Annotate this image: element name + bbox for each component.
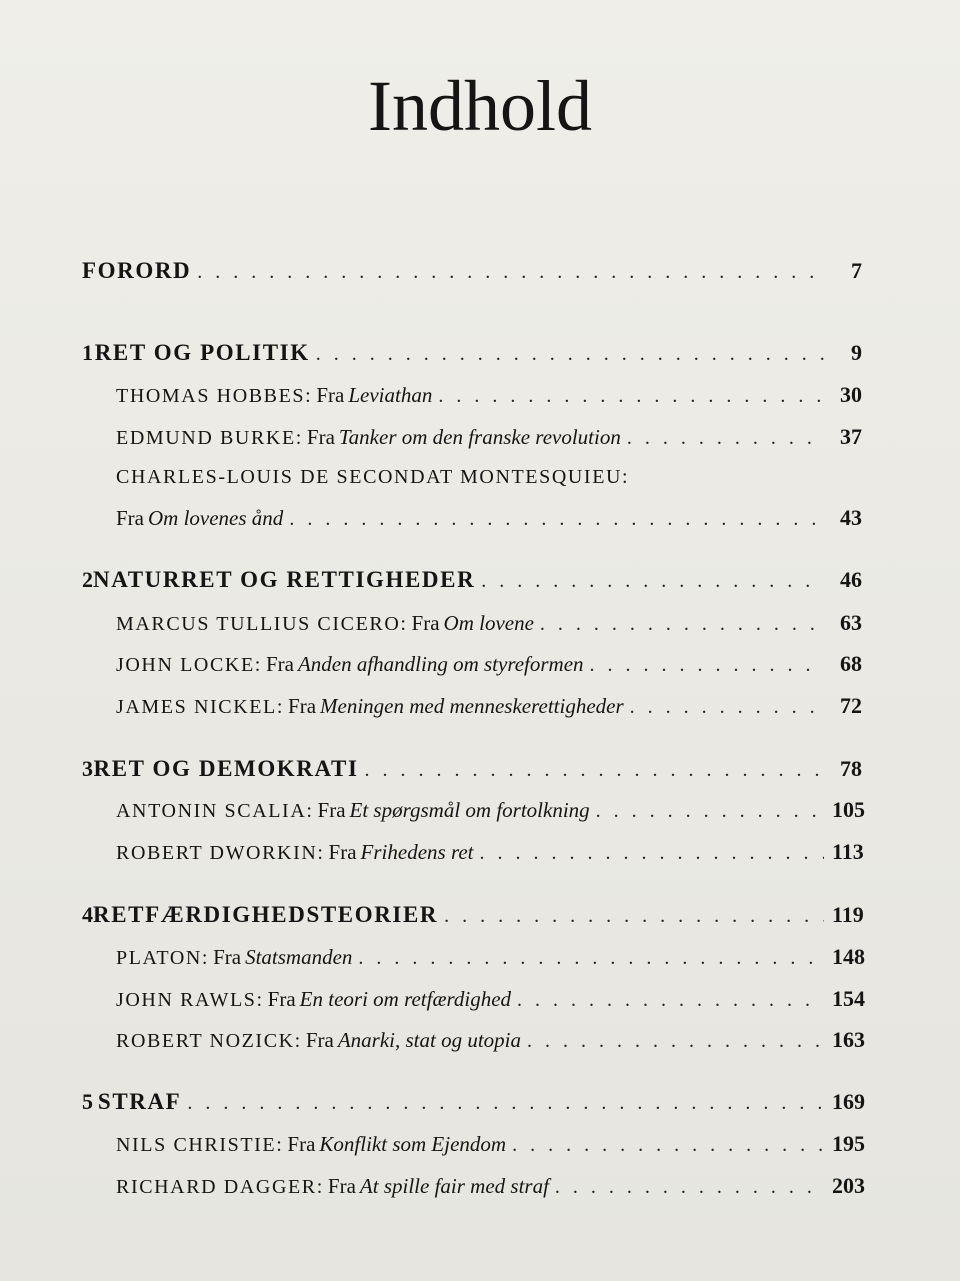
entry-author: THOMAS HOBBES: bbox=[116, 385, 313, 407]
entry-fra: Fra bbox=[267, 987, 296, 1011]
dot-leader bbox=[480, 842, 825, 868]
toc-entry bbox=[116, 505, 862, 539]
entry-author: JOHN RAWLS: bbox=[116, 989, 264, 1011]
dot-leader bbox=[438, 385, 824, 411]
toc-entry bbox=[116, 1173, 865, 1207]
entry-author: ROBERT NOZICK: bbox=[116, 1030, 302, 1052]
entry-work: Frihedens ret bbox=[360, 840, 474, 864]
page-number: 78 bbox=[840, 756, 862, 781]
entry-author: CHARLES-LOUIS DE SECONDAT MONTESQUIEU: bbox=[116, 466, 630, 488]
entry-work: Anarki, stat og utopia bbox=[337, 1028, 522, 1052]
dot-leader bbox=[197, 261, 824, 287]
chapter-label: FORORD bbox=[82, 258, 192, 283]
entry-author: JOHN LOCKE: bbox=[116, 654, 262, 676]
entry-author: RICHARD DAGGER: bbox=[116, 1176, 324, 1198]
dot-leader bbox=[481, 570, 824, 596]
page-number: 113 bbox=[832, 839, 864, 864]
chapter-number: 1 bbox=[82, 340, 93, 365]
dot-leader bbox=[444, 905, 824, 931]
entry-author: ROBERT DWORKIN: bbox=[116, 842, 325, 864]
chapter-number: 5 bbox=[82, 1089, 93, 1114]
toc-entry bbox=[116, 1131, 865, 1165]
entry-fra: Fra bbox=[213, 945, 242, 969]
toc-entry bbox=[116, 610, 862, 644]
toc-chapter bbox=[82, 756, 862, 790]
page-number: 63 bbox=[840, 610, 862, 635]
dot-leader bbox=[316, 343, 824, 369]
entry-author: JAMES NICKEL: bbox=[116, 696, 285, 718]
entry-fra: Fra bbox=[116, 506, 144, 530]
entry-fra: Fra bbox=[265, 652, 294, 676]
entry-work: Tanker om den franske revolution bbox=[338, 425, 621, 449]
entry-author: EDMUND BURKE: bbox=[116, 427, 303, 449]
entry-work: Leviathan bbox=[348, 383, 433, 407]
toc-chapter bbox=[82, 567, 862, 601]
chapter-label: RETFÆRDIGHEDSTEORIER bbox=[93, 902, 439, 927]
dot-leader bbox=[527, 1030, 824, 1056]
entry-work: Anden afhandling om styreformen bbox=[297, 652, 584, 676]
dot-leader bbox=[365, 759, 825, 785]
toc-entry bbox=[116, 651, 862, 685]
entry-fra: Fra bbox=[287, 1132, 316, 1156]
entry-fra: Fra bbox=[411, 611, 440, 635]
entry-work: Om lovene bbox=[443, 611, 534, 635]
toc-chapter bbox=[82, 902, 862, 936]
entry-work: Meningen med menneskerettigheder bbox=[320, 694, 624, 718]
toc-entry bbox=[116, 424, 862, 458]
dot-leader bbox=[358, 947, 824, 973]
toc-entry bbox=[116, 382, 862, 416]
page-number: 37 bbox=[840, 424, 862, 449]
chapter-label: NATURRET OG RETTIGHEDER bbox=[93, 567, 476, 592]
toc-chapter bbox=[82, 258, 862, 292]
page-number: 30 bbox=[840, 382, 862, 407]
toc-entry bbox=[116, 797, 865, 831]
dot-leader bbox=[289, 508, 824, 534]
dot-leader bbox=[590, 654, 824, 680]
entry-fra: Fra bbox=[316, 383, 345, 407]
page-number: 72 bbox=[840, 693, 862, 718]
entry-work: Et spørgsmål om fortolkning bbox=[349, 798, 590, 822]
entry-author: PLATON: bbox=[116, 947, 210, 969]
entry-work: At spille fair med straf bbox=[359, 1174, 549, 1198]
entry-author: MARCUS TULLIUS CICERO: bbox=[116, 613, 408, 635]
entry-work: Om lovenes ånd bbox=[148, 506, 284, 530]
page-number: 68 bbox=[840, 651, 862, 676]
entry-work: Konflikt som Ejendom bbox=[319, 1132, 507, 1156]
page-number: 105 bbox=[832, 797, 865, 822]
dot-leader bbox=[627, 427, 824, 453]
entry-fra: Fra bbox=[306, 425, 335, 449]
entry-fra: Fra bbox=[305, 1028, 334, 1052]
toc-entry bbox=[116, 839, 862, 873]
page-number: 195 bbox=[832, 1131, 865, 1156]
page-number: 148 bbox=[832, 944, 865, 969]
dot-leader bbox=[517, 989, 824, 1015]
entry-work: Statsmanden bbox=[245, 945, 353, 969]
entry-fra: Fra bbox=[327, 1174, 356, 1198]
chapter-number: 2 bbox=[82, 567, 93, 592]
entry-author: ANTONIN SCALIA: bbox=[116, 800, 314, 822]
chapter-label: RET OG POLITIK bbox=[94, 340, 310, 365]
toc-entry bbox=[116, 1027, 865, 1061]
entry-fra: Fra bbox=[288, 694, 317, 718]
dot-leader bbox=[187, 1092, 824, 1118]
dot-leader bbox=[596, 800, 824, 826]
entry-work: En teori om retfærdighed bbox=[299, 987, 512, 1011]
page-number: 163 bbox=[832, 1027, 865, 1052]
page-number: 9 bbox=[851, 340, 862, 365]
page-number: 46 bbox=[840, 567, 862, 592]
dot-leader bbox=[512, 1134, 824, 1160]
page-number: 119 bbox=[832, 902, 864, 927]
toc-chapter bbox=[82, 340, 862, 374]
page-number: 154 bbox=[832, 986, 865, 1011]
page-title: Indhold bbox=[368, 66, 592, 147]
dot-leader bbox=[555, 1176, 824, 1202]
chapter-label: RET OG DEMOKRATI bbox=[93, 756, 359, 781]
entry-fra: Fra bbox=[317, 798, 346, 822]
toc-entry bbox=[116, 986, 865, 1020]
chapter-label: STRAF bbox=[97, 1089, 182, 1114]
toc-entry-heading bbox=[116, 466, 862, 500]
dot-leader bbox=[540, 613, 824, 639]
entry-fra: Fra bbox=[328, 840, 357, 864]
page-number: 43 bbox=[840, 505, 862, 530]
chapter-number: 3 bbox=[82, 756, 93, 781]
page-number: 203 bbox=[832, 1173, 865, 1198]
chapter-number: 4 bbox=[82, 902, 93, 927]
toc-entry bbox=[116, 693, 862, 727]
toc-entry bbox=[116, 944, 865, 978]
page-number: 169 bbox=[832, 1089, 865, 1114]
dot-leader bbox=[630, 696, 824, 722]
entry-author: NILS CHRISTIE: bbox=[116, 1134, 284, 1156]
toc-chapter bbox=[82, 1089, 865, 1123]
page-number: 7 bbox=[851, 258, 862, 283]
